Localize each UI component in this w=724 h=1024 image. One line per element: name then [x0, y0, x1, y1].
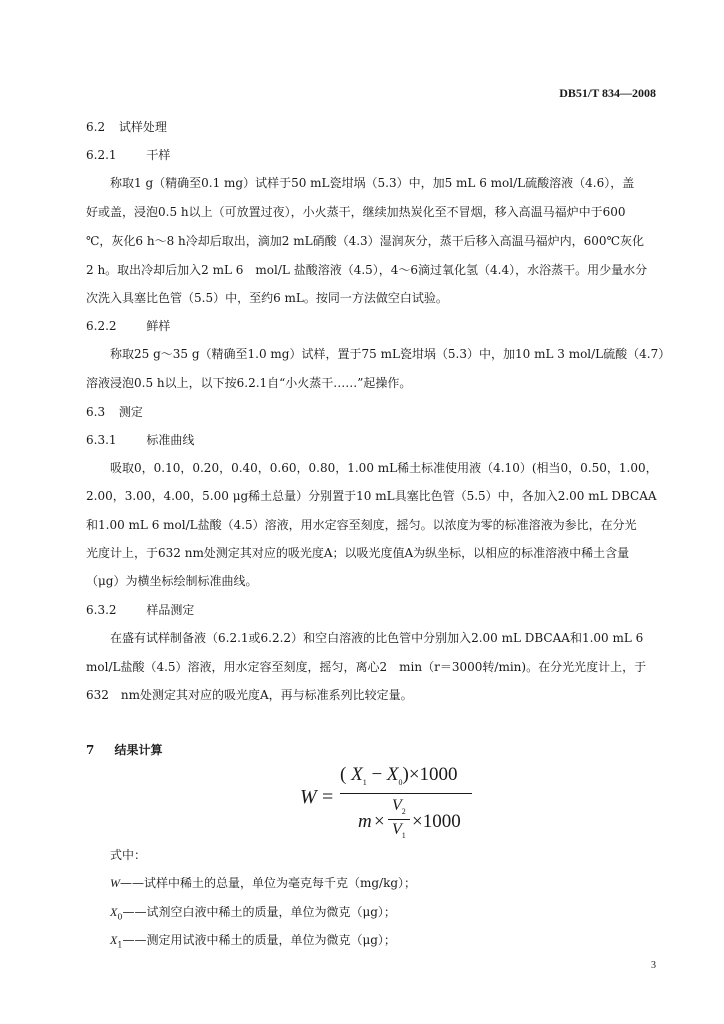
inner-denominator — [392, 821, 406, 840]
section-title: 测定 — [118, 405, 143, 419]
symbol-sub: 0 — [117, 912, 123, 922]
formula-lhs: W — [300, 786, 317, 808]
section-title: 鲜样 — [146, 319, 171, 333]
times-1000: ×1000 — [412, 811, 461, 832]
symbol: W — [110, 876, 120, 890]
section-6-2-heading — [86, 118, 167, 135]
section-number: 6.3.2 — [86, 603, 117, 617]
section-number: 7 — [86, 743, 95, 757]
paragraph-line: 称取1 g（精确至0.1 mg）试样于50 mL瓷坩埚（5.3）中，加5 mL 6 mol/L硫酸溶液（4.6），盖 — [110, 176, 635, 190]
section-title: 试样处理 — [118, 120, 167, 134]
paragraph-line: 光度计上，于632 nm处测定其对应的吸光度A；以吸光度值A为纵坐标，以相应的标准溶液中稀土含量 — [86, 546, 630, 560]
symbol: X — [110, 933, 118, 947]
sub-1: 1 — [401, 831, 406, 841]
var-x0: X — [386, 764, 399, 785]
paragraph-line: 吸取0，0.10，0.20，0.40，0.60，0.80，1.00 mL稀土标准使用液（4.10）(相当0，0.50，1.00， — [110, 461, 658, 475]
section-title: 干样 — [146, 148, 171, 162]
paragraph-line: （μg）为横坐标绘制标准曲线。 — [86, 574, 258, 588]
section-number: 6.2 — [86, 120, 106, 134]
var-x1: X — [351, 764, 363, 785]
where-item — [110, 874, 416, 891]
paragraph-line: 称取25 g～35 g（精确至1.0 mg）试样，置于75 mL瓷坩埚（5.3）中，加10 mL 3 mol/L硫酸（4.7） — [110, 347, 671, 361]
section-number: 6.3.1 — [86, 433, 117, 447]
sub-1: 1 — [362, 777, 367, 787]
times-1000: ×1000 — [408, 764, 458, 785]
section-6-3-1-heading — [86, 431, 194, 448]
section-number: 6.2.2 — [86, 319, 117, 333]
page-number: 3 — [651, 960, 656, 971]
var-v2: V — [392, 797, 402, 814]
paren-close: ) — [402, 764, 409, 785]
section-title: 结果计算 — [114, 743, 163, 757]
paragraph-line: 2.00，3.00，4.00，5.00 μg稀土总量）分别置于10 mL具塞比色管（5.5）中，各加入2.00 mL DBCAA — [86, 489, 657, 503]
section-number: 6.3 — [86, 405, 106, 419]
definition: ——试剂空白液中稀土的质量，单位为微克（μg）； — [122, 905, 396, 919]
formula-denominator — [358, 797, 468, 843]
section-6-3-heading — [86, 403, 143, 420]
paragraph-line: 632 nm处测定其对应的吸光度A，再与标准系列比较定量。 — [86, 688, 413, 702]
paragraph-line: ℃，灰化6 h～8 h冷却后取出，滴加2 mL硝酸（4.3）湿润灰分，蒸干后移入高温马福炉内，600℃灰化 — [86, 234, 644, 248]
symbol: X — [110, 905, 118, 919]
paragraph-line: 次洗入具塞比色管（5.5）中，至约6 mL。按同一方法做空白试验。 — [86, 291, 448, 305]
section-number: 6.2.1 — [86, 148, 117, 162]
definition: ——测定用试液中稀土的质量，单位为微克（μg）； — [122, 933, 396, 947]
inner-fraction-bar — [388, 819, 410, 820]
formula-numerator — [340, 764, 458, 787]
inner-numerator — [392, 797, 406, 816]
sub-0: 0 — [398, 777, 403, 787]
paragraph-line: 溶液浸泡0.5 h以上，以下按6.2.1自“小火蒸干……”起操作。 — [86, 376, 412, 390]
standard-number: DB51/T 834—2008 — [559, 86, 656, 100]
where-intro: 式中： — [110, 848, 147, 862]
section-6-2-1-heading — [86, 146, 170, 163]
where-item — [110, 931, 396, 949]
paren-open: ( — [340, 764, 347, 785]
minus: − — [371, 764, 383, 785]
var-m: m — [358, 811, 372, 832]
where-item — [110, 903, 396, 921]
section-6-2-2-heading — [86, 317, 170, 334]
definition: ——试样中稀土的总量，单位为毫克每千克（mg/kg）； — [120, 876, 417, 890]
fraction-bar — [340, 793, 472, 794]
sub-2: 2 — [401, 807, 406, 817]
paragraph-line: mol/L盐酸（4.5）溶液，用水定容至刻度，摇匀，离心2 min（r＝3000转/min)。在分光光度计上，于 — [86, 660, 647, 674]
section-title: 标准曲线 — [146, 433, 195, 447]
times: × — [374, 811, 385, 832]
result-formula — [300, 764, 480, 844]
paragraph-line: 在盛有试样制备液（6.2.1或6.2.2）和空白溶液的比色管中分别加入2.00 mL DBCAA和1.00 mL 6 — [110, 631, 644, 645]
paragraph-line: 2 h。取出冷却后加入2 mL 6 mol/L 盐酸溶液（4.5），4～6滴过氧化氢（4.4），水浴蒸干。用少量水分 — [86, 263, 648, 277]
formula-equals: = — [322, 786, 334, 808]
paragraph-line: 好或盖，浸泡0.5 h以上（可放置过夜），小火蒸干，继续加热炭化至不冒烟，移入高温马福炉中于600 — [86, 205, 626, 219]
section-title: 样品测定 — [146, 603, 195, 617]
var-v1: V — [392, 821, 402, 838]
paragraph-line: 和1.00 mL 6 mol/L盐酸（4.5）溶液，用水定容至刻度，摇匀。以浓度为零的标准溶液为参比，在分光 — [86, 518, 637, 532]
symbol-sub: 1 — [117, 940, 123, 950]
section-7-heading — [86, 741, 163, 758]
section-6-3-2-heading — [86, 601, 194, 618]
